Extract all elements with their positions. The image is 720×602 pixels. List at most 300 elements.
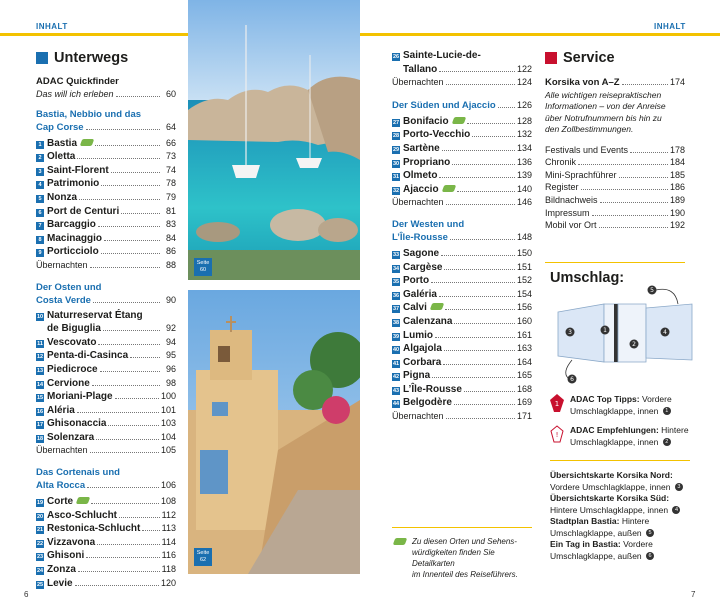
place-number-badge: 31 — [392, 174, 400, 181]
place-number-badge: 25 — [36, 581, 44, 588]
place-number-badge: 36 — [392, 292, 400, 299]
toc-entry[interactable] — [36, 310, 176, 323]
place-number-badge: 15 — [36, 395, 44, 402]
page-number: 128 — [516, 115, 532, 126]
service-entry[interactable] — [545, 194, 685, 207]
place-name: Algajola — [403, 343, 442, 355]
toc-entry[interactable] — [36, 336, 176, 350]
page-number: 165 — [516, 370, 532, 381]
overnight-line[interactable] — [392, 410, 532, 423]
page-number: 101 — [160, 404, 176, 415]
place-name: Saint-Florent — [47, 164, 109, 176]
service-title: Service — [563, 50, 615, 66]
place-number-badge: 17 — [36, 422, 44, 429]
toc-entry[interactable] — [392, 142, 532, 156]
toc-entry[interactable] — [36, 218, 176, 232]
place-number-badge: 29 — [392, 146, 400, 153]
page-number: 74 — [165, 164, 176, 175]
region-title: Der Westen und — [392, 218, 465, 230]
place-name: Zonza — [47, 564, 76, 576]
toc-entry[interactable] — [392, 183, 532, 197]
note-line-1: Zu diesen Orten und Sehens- — [412, 537, 517, 546]
page-number: 156 — [516, 302, 532, 313]
service-separator — [545, 262, 685, 263]
place-number-badge: 27 — [392, 119, 400, 126]
toc-unterwegs — [36, 50, 176, 600]
quickfinder-sub: Das will ich erleben — [36, 89, 114, 99]
place-number-badge: 19 — [36, 500, 44, 507]
place-name: Sainte-Lucie-de- — [403, 50, 481, 61]
page-number: 164 — [516, 356, 532, 367]
line-label: Costa Verde — [36, 294, 91, 306]
page-number: 83 — [165, 219, 176, 230]
quickfinder-page: 60 — [165, 89, 176, 99]
page-number: 163 — [516, 343, 532, 354]
toc-entry[interactable] — [36, 150, 176, 164]
page-number: 151 — [516, 261, 532, 272]
page-number: 190 — [669, 207, 685, 218]
service-entry[interactable] — [545, 156, 685, 169]
place-name: Galéria — [403, 288, 437, 300]
page-number: 96 — [165, 363, 176, 374]
place-number-badge: 7 — [36, 222, 44, 230]
place-number-badge: 33 — [392, 251, 400, 258]
line-label: Festivals und Events — [545, 144, 629, 155]
place-name: Cervione — [47, 377, 90, 389]
toc-entry[interactable] — [36, 205, 176, 219]
place-number-badge: 18 — [36, 435, 44, 442]
place-name: Ajaccio — [403, 183, 439, 195]
az-line[interactable] — [545, 76, 685, 90]
az-title: Korsika von A–Z — [545, 77, 620, 88]
tip-empfehlungen: ! ADAC Empfehlungen: Hintere Umschlagklappe, innen 2 — [550, 425, 700, 448]
service-entry[interactable] — [545, 144, 685, 157]
page-number: 126 — [516, 99, 532, 110]
place-number-badge: 41 — [392, 360, 400, 367]
page-number: 116 — [161, 550, 176, 561]
toc-entry[interactable] — [36, 522, 176, 536]
section-square-icon — [36, 52, 48, 64]
line-label: L’Île-Rousse — [392, 231, 448, 243]
line-label: Übernachten — [392, 411, 444, 422]
detailmap-icon — [393, 538, 408, 545]
toc-entry[interactable] — [392, 342, 532, 356]
line-label: Mini-Sprachführer — [545, 169, 617, 180]
page-number: 88 — [165, 259, 176, 270]
overnight-line[interactable] — [392, 196, 532, 209]
page-number-left: 6 — [24, 590, 29, 599]
line-label: Übernachten — [392, 77, 444, 88]
line-label: Bildnachweis — [545, 194, 598, 205]
region-title-line[interactable] — [36, 121, 176, 134]
toc-middle — [392, 50, 532, 433]
line-label: Impressum — [545, 207, 590, 218]
place-number-badge: 43 — [392, 387, 400, 394]
page-number: 132 — [516, 129, 532, 140]
region-block — [392, 219, 532, 433]
detailmap-icon — [80, 139, 95, 146]
place-number-badge: 34 — [392, 265, 400, 272]
svg-text:1: 1 — [554, 400, 560, 408]
toc-entry[interactable] — [36, 563, 176, 577]
header-left: INHALT — [36, 22, 68, 31]
line-label: Alta Rocca — [36, 480, 86, 492]
page-number: 104 — [160, 431, 176, 442]
place-name: Calvi — [403, 302, 427, 314]
page-number: 113 — [161, 523, 176, 534]
line-label: Übernachten — [36, 259, 88, 270]
diagram-num-6: 6 — [570, 376, 574, 383]
indent — [36, 323, 44, 331]
page-number: 103 — [160, 418, 176, 429]
place-number-badge: 28 — [392, 133, 400, 140]
place-number-badge: 13 — [36, 367, 44, 374]
page-number: 178 — [669, 144, 685, 155]
place-number-badge: 1 — [36, 141, 44, 149]
place-name: Cargèse — [403, 261, 443, 273]
place-number-badge: 32 — [392, 187, 400, 194]
toc-entry[interactable] — [36, 404, 176, 418]
page-number: 108 — [160, 496, 176, 507]
place-name: de Biguglia — [47, 323, 101, 335]
region-block — [36, 109, 176, 282]
page-number: 160 — [516, 315, 532, 326]
service-entry[interactable] — [545, 207, 685, 220]
place-name: L’Île-Rousse — [403, 383, 462, 395]
place-name: Corte — [47, 496, 74, 508]
detailmap-icon — [441, 185, 456, 192]
svg-text:!: ! — [555, 431, 559, 439]
toc-entry[interactable] — [36, 495, 176, 509]
toc-entry[interactable] — [392, 383, 532, 397]
page-number: 124 — [516, 77, 532, 88]
umschlag-tips — [550, 394, 700, 448]
toc-entry[interactable] — [36, 377, 176, 391]
cover-map-entry: Stadtplan Bastia: Hintere Umschlagklappe, außen 5 — [550, 516, 700, 539]
place-number-badge: 14 — [36, 381, 44, 388]
page-number: 140 — [516, 183, 532, 194]
place-name: Lumio — [403, 329, 433, 341]
place-number-badge: 3 — [36, 168, 44, 176]
place-name: Sartène — [403, 142, 440, 154]
region-block — [36, 467, 176, 600]
place-number-badge: 4 — [36, 181, 44, 189]
place-number-badge: 37 — [392, 306, 400, 313]
middle-top-items — [392, 50, 532, 99]
toc-service — [545, 50, 685, 232]
line-label: Chronik — [545, 157, 577, 168]
page-number: 139 — [516, 170, 532, 181]
toc-entry[interactable] — [36, 137, 176, 151]
toc-entry[interactable] — [392, 301, 532, 315]
toc-entry[interactable] — [392, 156, 532, 170]
place-number-badge: 38 — [392, 319, 400, 326]
line-label: Der Süden und Ajaccio — [392, 99, 496, 111]
page-number: 192 — [669, 220, 685, 231]
place-number-badge: 23 — [36, 554, 44, 561]
page-number: 114 — [161, 536, 176, 547]
line-label: Übernachten — [392, 197, 444, 208]
page-number: 86 — [165, 246, 176, 257]
page-number: 100 — [160, 391, 176, 402]
place-number-badge: 5 — [36, 195, 44, 203]
toc-entry[interactable] — [36, 417, 176, 431]
place-name: Belgodère — [403, 397, 452, 409]
az-page: 174 — [669, 77, 685, 87]
toc-entry[interactable] — [36, 349, 176, 363]
place-name: Porto — [403, 275, 430, 287]
region-title-line[interactable] — [392, 99, 532, 112]
overnight-line[interactable] — [36, 444, 176, 457]
service-entry[interactable] — [545, 169, 685, 182]
page-number: 106 — [160, 480, 176, 491]
toc-entry[interactable] — [36, 577, 176, 591]
detailmap-note — [392, 536, 537, 580]
toc-entry[interactable] — [392, 369, 532, 383]
toc-entry[interactable] — [392, 169, 532, 183]
page-number: 169 — [516, 397, 532, 408]
toc-entry[interactable] — [392, 274, 532, 288]
detailmap-icon — [451, 117, 466, 124]
toc-entry[interactable] — [392, 261, 532, 275]
toc-entry[interactable] — [36, 536, 176, 550]
header-rule-right — [360, 33, 720, 36]
page-number: 90 — [165, 294, 176, 305]
header-right: INHALT — [654, 22, 686, 31]
diagram-num-5: 5 — [650, 287, 654, 294]
region-title-line[interactable] — [392, 231, 532, 244]
place-number-badge: 39 — [392, 333, 400, 340]
diagram-num-3: 3 — [568, 329, 572, 336]
place-name: Tallano — [403, 63, 438, 75]
toc-entry[interactable] — [392, 396, 532, 410]
page-number: 134 — [516, 142, 532, 153]
page-number: 150 — [516, 247, 532, 258]
photo-tag-top: Seite 60 — [194, 258, 212, 276]
left-regions — [36, 109, 176, 601]
section-service — [545, 50, 685, 66]
toc-entry[interactable] — [36, 177, 176, 191]
place-number-badge: 11 — [37, 340, 43, 347]
place-name: Barcaggio — [47, 219, 96, 231]
service-items — [545, 144, 685, 232]
overnight-line[interactable] — [392, 76, 532, 89]
top-tipp-icon — [550, 394, 564, 412]
header-rule-left — [0, 33, 188, 36]
page-number: 168 — [516, 383, 532, 394]
line-label: Cap Corse — [36, 121, 84, 133]
region-title-line[interactable] — [36, 479, 176, 492]
toc-entry[interactable] — [36, 431, 176, 445]
page-number: 146 — [516, 197, 532, 208]
page-number: 152 — [516, 275, 532, 286]
page-number: 122 — [516, 63, 532, 74]
place-name: Moriani-Plage — [47, 391, 113, 403]
place-name: Pigna — [403, 370, 431, 382]
page-number: 189 — [669, 194, 685, 205]
middle-separator — [392, 527, 532, 528]
place-number-badge: 8 — [36, 236, 44, 244]
place-name: Asco-Schlucht — [47, 509, 118, 521]
place-number-badge: 24 — [36, 568, 44, 575]
section-unterwegs — [36, 50, 176, 66]
place-name: Propriano — [403, 156, 451, 168]
cover-map-entry: Ein Tag in Bastia: Vordere Umschlagklappe, außen 6 — [550, 539, 653, 561]
middle-regions — [392, 99, 532, 433]
place-number-badge: 26 — [392, 54, 400, 60]
place-name: Restonica-Schlucht — [47, 523, 141, 535]
diagram-num-1: 1 — [603, 327, 607, 334]
toc-entry[interactable] — [36, 549, 176, 563]
toc-entry[interactable] — [36, 509, 176, 523]
place-name: Port de Centuri — [47, 205, 120, 217]
page-number-right: 7 — [691, 590, 696, 599]
page-number: 84 — [165, 232, 176, 243]
region-title-line[interactable] — [36, 294, 176, 307]
photo-tag-bottom: Seite 62 — [194, 548, 212, 566]
page-number: 118 — [161, 564, 176, 575]
page-number: 184 — [669, 157, 685, 168]
region-title: Bastia, Nebbio und das — [36, 108, 142, 120]
place-number-badge: 6 — [36, 209, 44, 217]
page-number: 185 — [669, 169, 685, 180]
place-number-badge: 21 — [36, 527, 44, 534]
toc-entry[interactable] — [392, 315, 532, 329]
toc-entry[interactable] — [36, 322, 176, 336]
place-name: Vescovato — [47, 336, 97, 348]
page-number: 64 — [165, 121, 176, 132]
place-number-badge: 35 — [392, 279, 400, 286]
page-number: 95 — [165, 350, 176, 361]
place-name: Piedicroce — [47, 363, 98, 375]
place-name: Bastia — [47, 137, 78, 149]
toc-entry[interactable] — [36, 232, 176, 246]
diagram-num-4: 4 — [663, 329, 667, 336]
section-square-icon — [545, 52, 557, 64]
page-number: 66 — [165, 137, 176, 148]
detailmap-icon — [76, 497, 91, 504]
tip-top-tipps: 1 ADAC Top Tipps: Vordere Umschlagklappe, innen 1 — [550, 394, 700, 417]
place-number-badge: 20 — [36, 513, 44, 520]
photo-chapel — [188, 290, 360, 574]
place-name: Solenzara — [47, 431, 95, 443]
cover-map-entry: Übersichtskarte Korsika Süd: Hintere Umschlagklappe, innen 4 — [550, 493, 700, 516]
toc-entry[interactable] — [392, 356, 532, 370]
detailmap-icon — [430, 303, 445, 310]
service-entry[interactable] — [545, 219, 685, 232]
toc-entry[interactable] — [36, 390, 176, 404]
place-number-badge: 22 — [36, 540, 44, 547]
page-number: 154 — [516, 288, 532, 299]
cover-diagram — [550, 282, 700, 384]
page-number: 98 — [165, 377, 176, 388]
place-name: Porticciolo — [47, 246, 99, 258]
maps-separator — [550, 460, 690, 461]
note-line-2: würdigkeiten finden Sie Detailkarten — [412, 548, 495, 568]
place-name: Olmeto — [403, 170, 438, 182]
place-name: Patrimonio — [47, 178, 100, 190]
place-name: Levie — [47, 577, 73, 589]
page-number: 94 — [165, 336, 176, 347]
region-title: Das Cortenais und — [36, 467, 120, 479]
page-number: 92 — [165, 323, 176, 334]
quickfinder-line[interactable] — [36, 88, 176, 101]
section-title: Unterwegs — [54, 50, 129, 66]
indent — [392, 64, 400, 72]
place-number-badge: 12 — [36, 354, 44, 361]
place-number-badge: 30 — [392, 160, 400, 167]
toc-entry[interactable] — [36, 245, 176, 259]
place-number-badge: 16 — [36, 408, 44, 415]
line-label: Mobil vor Ort — [545, 220, 597, 231]
page-number: 186 — [669, 182, 685, 193]
place-number-badge: 9 — [36, 249, 44, 257]
line-label: Register — [545, 182, 579, 193]
place-number-badge: 42 — [392, 374, 400, 381]
place-name: Corbara — [403, 356, 442, 368]
empfehlung-icon — [550, 425, 564, 443]
place-name: Naturreservat Étang — [47, 309, 143, 321]
toc-entry[interactable] — [392, 50, 532, 63]
region-block — [36, 282, 176, 468]
region-title: Der Osten und — [36, 281, 102, 293]
place-name: Macinaggio — [47, 232, 103, 244]
toc-entry[interactable] — [392, 288, 532, 302]
place-name: Bonifacio — [403, 115, 449, 127]
az-description: Alle wichtigen reisepraktischen Informationen – von der Anreise über Notrufnummern bis hin zu den Zollbestimmungen. — [545, 89, 666, 135]
toc-entry[interactable] — [392, 329, 532, 343]
toc-entry[interactable] — [392, 63, 532, 77]
diagram-num-2: 2 — [632, 341, 636, 348]
page-number: 148 — [516, 231, 532, 242]
place-name: Nonza — [47, 191, 77, 203]
region-block — [392, 99, 532, 219]
umschlag-maps — [550, 470, 700, 562]
toc-entry[interactable] — [392, 128, 532, 142]
page-number: 81 — [165, 205, 176, 216]
umschlag-title: Umschlag: — [550, 270, 625, 286]
service-entry[interactable] — [545, 181, 685, 194]
page-number: 120 — [160, 577, 176, 588]
place-name: Ghisonaccia — [47, 418, 107, 430]
toc-entry[interactable] — [36, 363, 176, 377]
note-line-3: im Innenteil des Reiseführers. — [412, 570, 518, 579]
place-number-badge: 2 — [36, 154, 44, 162]
toc-entry[interactable] — [392, 247, 532, 261]
photo-lavezzi-bay — [188, 0, 360, 280]
line-label: Übernachten — [36, 445, 88, 456]
place-name: Calenzana — [403, 315, 453, 327]
page-number: 112 — [161, 509, 176, 520]
page-number: 78 — [165, 178, 176, 189]
page-number: 136 — [516, 156, 532, 167]
place-name: Penta-di-Casinca — [47, 350, 129, 362]
page-number: 73 — [165, 151, 176, 162]
place-name: Oletta — [47, 151, 76, 163]
page-number: 105 — [160, 445, 176, 456]
place-number-badge: 44 — [392, 401, 400, 408]
toc-entry[interactable] — [392, 115, 532, 129]
page-number: 161 — [516, 329, 532, 340]
toc-entry[interactable] — [36, 191, 176, 205]
place-name: Porto-Vecchio — [403, 129, 471, 141]
place-name: Aléria — [47, 404, 75, 416]
place-name: Ghisoni — [47, 550, 85, 562]
place-name: Sagone — [403, 247, 440, 259]
place-number-badge: 40 — [392, 347, 400, 354]
overnight-line[interactable] — [36, 259, 176, 272]
toc-entry[interactable] — [36, 164, 176, 178]
